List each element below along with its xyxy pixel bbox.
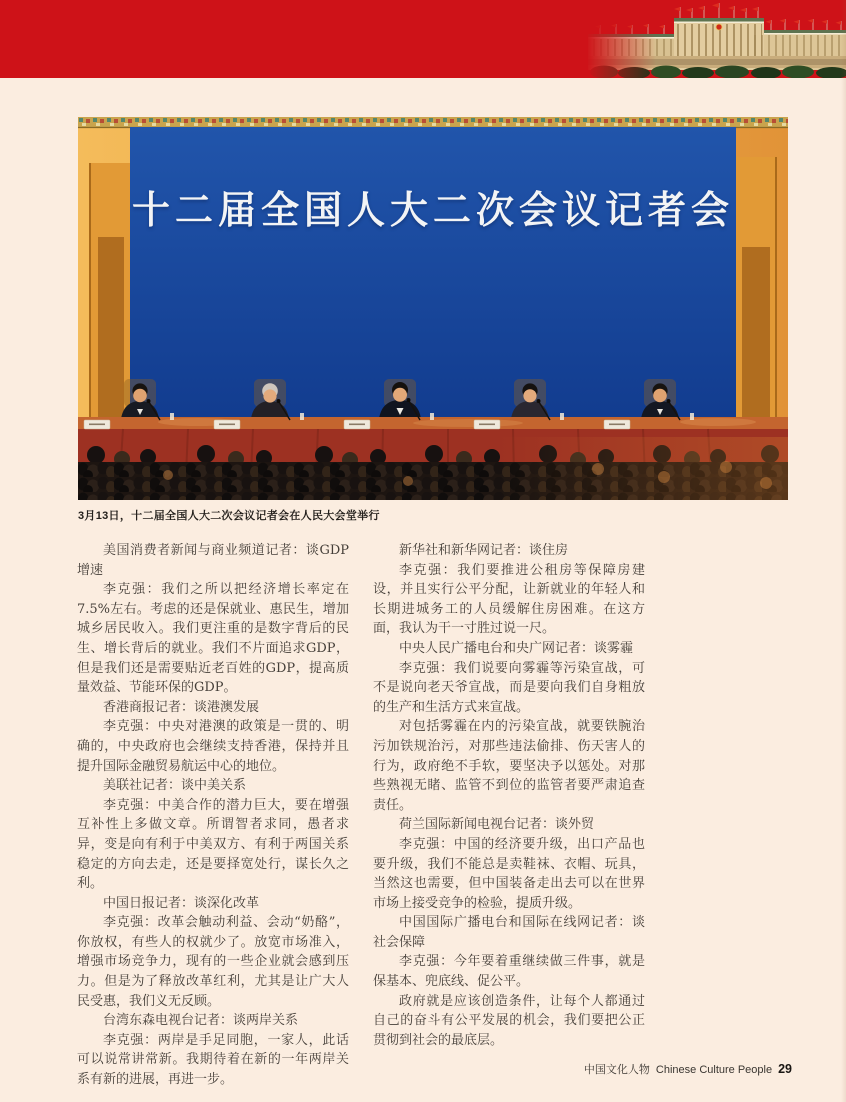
photo-caption: 3月13日，十二届全国人大二次会议记者会在人民大会堂举行 [78, 510, 380, 522]
article-paragraph: 李克强：中国的经济要升级，出口产品也要升级，我们不能总是卖鞋袜、衣帽、玩具，当然这也需要，但中国装备走出去可以在世界市场上接受竞争的检验，提质升级。 [373, 836, 645, 911]
press-conference-scene [78, 117, 788, 500]
article-paragraph: 中国日报记者：谈深化改革 [103, 895, 260, 911]
article-paragraph: 对包括雾霾在内的污染宣战，就要铁腕治污加铁规治污，对那些违法偷排、伤天害人的行为，政府绝不手软，要坚决予以惩处。对那些熟视无睹、监管不到位的监管者要严肃追查责任。 [373, 719, 645, 813]
magazine-title-cn: 中国文化人物 [583, 1064, 650, 1076]
article-paragraph: 香港商报记者：谈港澳发展 [103, 699, 260, 715]
article-paragraph: 美国消费者新闻与商业频道记者：谈GDP增速 [77, 543, 349, 578]
page-footer [584, 1061, 792, 1077]
masthead-band [0, 0, 846, 78]
magazine-title-en: Chinese Culture People [655, 1064, 773, 1076]
article-paragraph: 李克强：中美合作的潜力巨大，要在增强互补性上多做文章。所谓智者求同，愚者求异，变是向有利于中美双方、有利于两国关系稳定的方向去走，还是要择宽处行，谋长久之利。 [77, 797, 349, 892]
article-paragraph: 李克强：今年要着重继续做三件事，就是保基本、兜底线、促公平。 [373, 954, 645, 990]
article-paragraph: 李克强：两岸是手足同胞，一家人，此话可以说常讲常新。我期待着在新的一年两岸关系有新的进展，再进一步。 [77, 1032, 349, 1088]
article-paragraph: 中国国际广播电台和国际在线网记者：谈社会保障 [373, 915, 645, 950]
press-conference-photo [78, 117, 788, 500]
great-hall-building-illustration [586, 0, 846, 78]
photo-banner-title: 十二届全国人大二次会议记者会 [131, 190, 734, 232]
article-paragraph: 美联社记者：谈中美关系 [103, 778, 247, 794]
page-number: 29 [778, 1062, 792, 1076]
article-paragraph: 政府就是应该创造条件，让每个人都通过自己的奋斗有公平发展的机会，我们要把公正贯彻到社会的最底层。 [373, 993, 645, 1048]
article-paragraph: 李克强：中央对港澳的政策是一贯的、明确的，中央政府也会继续支持香港，保持并且提升国际金融贸易航运中心的地位。 [77, 719, 349, 774]
article-body [77, 541, 645, 1090]
article-paragraph: 荷兰国际新闻电视台记者：谈外贸 [399, 817, 595, 833]
article-paragraph: 中央人民广播电台和央广网记者：谈雾霾 [399, 640, 634, 656]
article-left-column [77, 541, 349, 1090]
article-paragraph: 李克强：改革会触动利益、会动“奶酪”，你放权，有些人的权就少了。放宽市场准入，增强市场竞争力，现有的一些企业就会感到压力。但是为了释放改革红利，尤其是让广大人民受惠，我们义无反顾。 [77, 915, 349, 1009]
article-paragraph: 李克强：我们说要向雾霾等污染宣战，可不是说向老天爷宣战，而是要向我们自身粗放的生产和生活方式来宣战。 [373, 660, 645, 715]
article-paragraph: 台湾东森电视台记者：谈两岸关系 [103, 1013, 299, 1029]
article-paragraph: 李克强：我们要推进公租房等保障房建设，并且实行公平分配，让新就业的年轻人和长期进城务工的人员缓解住房困难。在这方面，我认为干一寸胜过说一尺。 [373, 562, 645, 637]
article-right-column [373, 541, 645, 1090]
article-paragraph: 新华社和新华网记者：谈住房 [399, 543, 569, 558]
article-paragraph: 李克强：我们之所以把经济增长率定在7.5%左右。考虑的还是保就业、惠民生，增加城乡居民收入。我们更注重的是数字背后的民生、增长背后的就业。我们不片面追求GDP，但是我们还是需要贴近老百姓的GDP，提高质量效益、节能环保的GDP。 [77, 582, 349, 696]
